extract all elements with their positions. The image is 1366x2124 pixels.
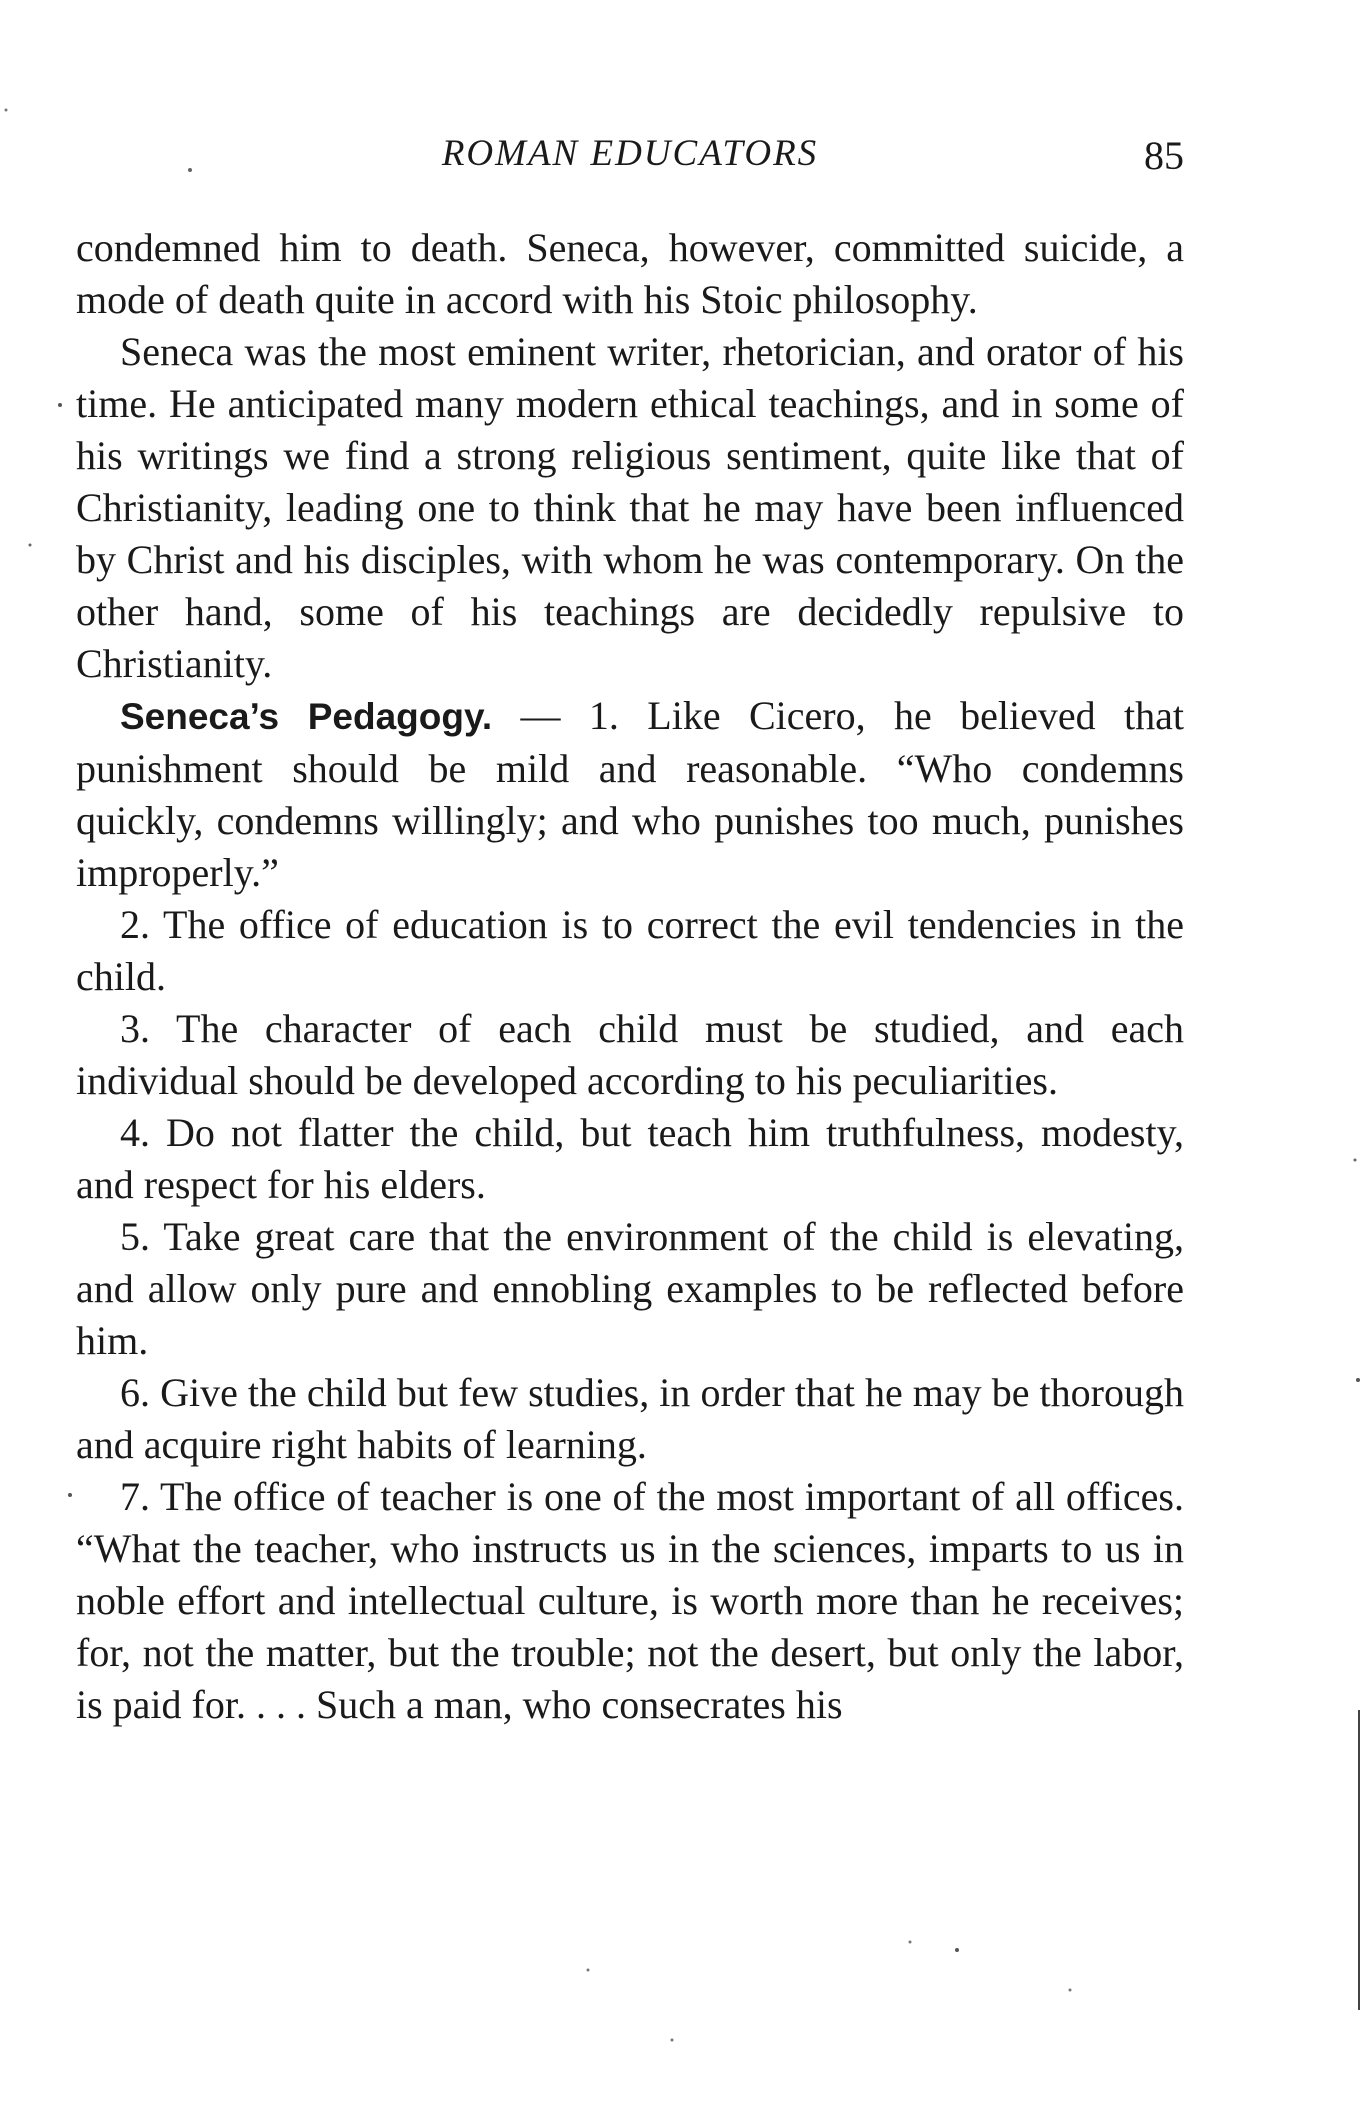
paragraph-pedagogy-2: 2. The office of education is to correct the evil tendencies in the child. [76,902,1184,999]
scan-speck [1354,1159,1357,1162]
paragraph-pedagogy-6: 6. Give the child but few studies, in order that he may be thorough and acquire right habits of learning. [76,1370,1184,1467]
scan-speck [587,1969,590,1972]
scan-edge-line [1358,1710,1360,2010]
scan-speck [5,109,8,112]
scan-speck [671,2039,674,2042]
section-run-in-heading: Seneca’s Pedagogy. [120,696,493,737]
paragraph-pedagogy-1 [76,690,1184,899]
paragraph-pedagogy-7: 7. The office of teacher is one of the most important of all offices. “What the teacher, who instructs us in the sciences, imparts to us in noble effort and intellectual culture, is worth more than he receives; for, not the matter, but the trouble; not the desert, but only the labor, is paid for. . . . Such a man, who consecrates his [76,1474,1184,1727]
paragraph-pedagogy-5: 5. Take great care that the environment of the child is elevating, and allow only pure and ennobling examples to be reflected before him. [76,1214,1184,1363]
scan-speck [68,1493,72,1497]
scan-speck [29,544,32,547]
running-head-title: ROMAN EDUCATORS [441,133,819,174]
paragraph-pedagogy-3: 3. The character of each child must be studied, and each individual should be developed according to his peculiarities. [76,1006,1184,1103]
scan-speck [1069,1989,1072,1992]
body-text [76,222,1184,1731]
paragraph-pedagogy-4: 4. Do not flatter the child, but teach him truthfulness, modesty, and respect for his elders. [76,1110,1184,1207]
scan-speck [58,403,62,407]
paragraph-continuation: condemned him to death. Seneca, however, committed suicide, a mode of death quite in accord with his Stoic philosophy. [76,225,1184,322]
scan-speck [955,1948,959,1952]
scan-speck [1356,1378,1360,1382]
page-number: 85 [1144,133,1184,178]
paragraph-pedagogy-1-text: — 1. Like Cicero, he believed that punishment should be mild and reasonable. “Who condemns quickly, condemns willingly; and who punishes too much, punishes improperly.” [76,693,1184,895]
scan-speck [909,1941,912,1944]
paragraph-seneca-eminence: Seneca was the most eminent writer, rhetorician, and orator of his time. He anticipated many modern ethical teachings, and in some of his writings we find a strong religious sentiment, quite like that of Christianity, leading one to think that he may have been influenced by Christ and his disciples, with whom he was contemporary. On the other hand, some of his teachings are decidedly repulsive to Christianity. [76,329,1184,686]
running-head [76,128,1184,184]
